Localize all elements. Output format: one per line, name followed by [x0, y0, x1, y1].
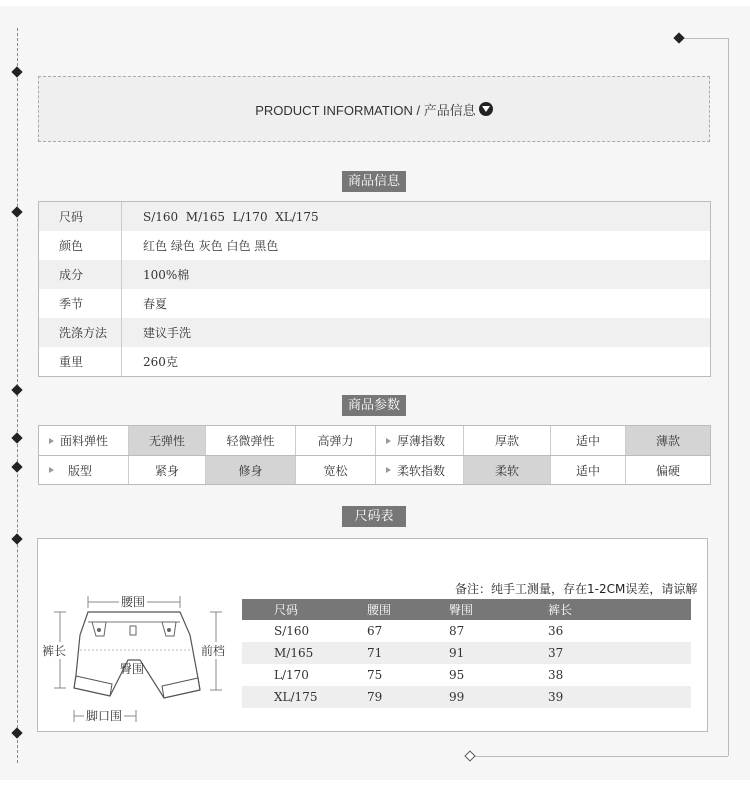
size-header-cell: 腰围 [367, 603, 392, 617]
triangle-right-icon [386, 438, 391, 444]
info-value: 春夏 [143, 297, 168, 311]
info-row [39, 231, 710, 260]
size-cell: 91 [449, 646, 465, 660]
info-key: 季节 [39, 289, 122, 318]
size-table-row [242, 686, 691, 708]
diamond-icon [11, 66, 22, 77]
product-params-grid [38, 425, 711, 485]
size-cell: 99 [449, 690, 465, 704]
diamond-icon [11, 533, 22, 544]
diagram-label-length: 裤长 [42, 644, 67, 658]
info-row [39, 289, 710, 318]
diamond-icon [11, 461, 22, 472]
diamond-icon [11, 727, 22, 738]
top-band [0, 0, 750, 6]
diagram-label-hem: 脚口围 [86, 709, 123, 723]
param-label: 柔软指数 [376, 456, 464, 484]
param-label: 厚薄指数 [376, 426, 464, 455]
param-option-selected: 修身 [206, 456, 296, 484]
param-option: 适中 [551, 456, 626, 484]
info-row [39, 260, 710, 289]
size-cell: XL/175 [274, 690, 318, 704]
info-value: 100%棉 [143, 268, 190, 282]
size-cell: 37 [548, 646, 564, 660]
size-cell: 75 [367, 668, 383, 682]
params-row [39, 426, 710, 455]
param-label: 面料弹性 [39, 426, 129, 455]
diagram-label-waist: 腰围 [121, 595, 146, 609]
section-tag-info: 商品信息 [342, 171, 406, 192]
size-header-cell: 尺码 [274, 603, 299, 617]
info-value: 红色 绿色 灰色 白色 黑色 [143, 239, 279, 253]
info-key: 重里 [39, 347, 122, 376]
param-option: 宽松 [296, 456, 376, 484]
size-cell: S/160 [274, 624, 310, 638]
diamond-hollow-icon [464, 750, 475, 761]
info-row [39, 318, 710, 347]
param-option: 厚款 [464, 426, 551, 455]
info-key: 颜色 [39, 231, 122, 260]
diamond-icon [11, 206, 22, 217]
size-cell: 67 [367, 624, 383, 638]
info-key: 尺码 [39, 202, 122, 231]
info-value: 260克 [143, 355, 178, 369]
size-table-row [242, 620, 691, 642]
size-note: 备注：纯手工测量，存在1-2CM误差，请谅解 [455, 582, 698, 596]
shorts-diagram [40, 590, 235, 725]
param-label: 版型 [39, 456, 129, 484]
param-option: 紧身 [129, 456, 206, 484]
param-option: 偏硬 [655, 463, 680, 478]
page-header [38, 76, 710, 142]
param-option: 适中 [551, 426, 626, 455]
section-tag-params: 商品参数 [342, 395, 406, 416]
info-value: S/160 M/165 L/170 XL/175 [143, 209, 319, 224]
section-tag-size: 尺码表 [342, 506, 406, 527]
size-table-header [242, 599, 691, 620]
size-cell: 95 [449, 668, 465, 682]
chevron-down-circle-icon [479, 102, 493, 116]
info-row [39, 347, 710, 376]
triangle-right-icon [49, 467, 54, 473]
size-cell: 39 [548, 690, 564, 704]
size-cell: 71 [367, 646, 383, 660]
size-table-row [242, 664, 691, 686]
diagram-label-rise: 前档 [201, 644, 226, 658]
size-header-cell: 裤长 [548, 603, 573, 617]
param-option: 轻微弹性 [206, 426, 296, 455]
info-key: 洗涤方法 [39, 318, 122, 347]
info-value: 建议手洗 [143, 326, 192, 340]
diagram-label-hip: 臀围 [120, 662, 145, 676]
size-cell: 38 [548, 668, 564, 682]
size-table [242, 599, 691, 708]
param-option: 高弹力 [296, 426, 376, 455]
param-option-selected: 无弹性 [129, 426, 206, 455]
diamond-icon [673, 32, 684, 43]
triangle-right-icon [386, 467, 391, 473]
params-row [39, 455, 710, 484]
info-row [39, 202, 710, 231]
bottom-frame-line [475, 756, 728, 757]
size-cell: 36 [548, 624, 564, 638]
size-cell: M/165 [274, 646, 314, 660]
size-cell: 79 [367, 690, 383, 704]
bottom-band [0, 780, 750, 795]
right-frame-line [728, 38, 729, 756]
size-header-cell: 臀围 [449, 603, 474, 617]
size-cell: L/170 [274, 668, 309, 682]
diamond-icon [11, 384, 22, 395]
info-key: 成分 [39, 260, 122, 289]
page-title: PRODUCT INFORMATION / 产品信息 [255, 102, 476, 118]
param-option-selected: 薄款 [626, 426, 710, 455]
param-option-selected: 柔软 [464, 456, 551, 484]
corner-line [683, 38, 728, 39]
product-info-table [38, 201, 711, 377]
triangle-right-icon [49, 438, 54, 444]
size-table-row [242, 642, 691, 664]
diamond-icon [11, 432, 22, 443]
size-cell: 87 [449, 624, 465, 638]
